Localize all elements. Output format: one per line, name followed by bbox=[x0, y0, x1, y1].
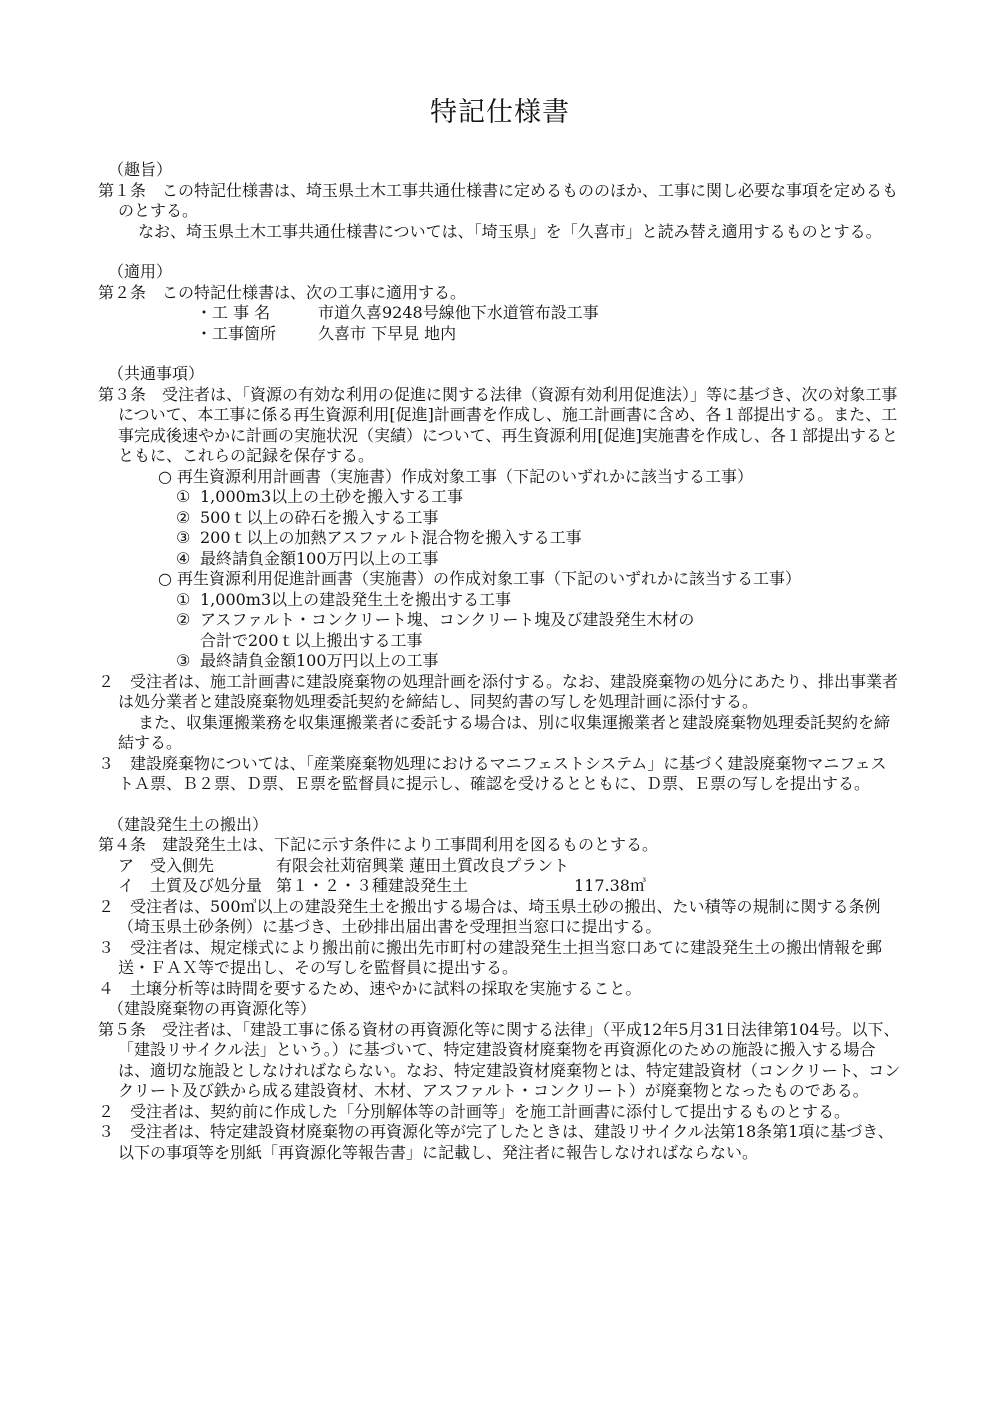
article5-text: 第５条 受注者は、「建設工事に係る資材の再資源化等に関する法律」（平成12年5月31日法律第104号。以下、「建設リサイクル法」という。）に基づいて、特定建設資材廃棄物を再資源化のための施設に搬入する場合は、適切な施設としなければならない。なお、特定建設資材廃棄物とは、特定建設資材（コンクリート、コンクリート及び鉄から成る建設資材、木材、アスファルト・コンクリート）が廃棄物となったものである。 bbox=[98, 1019, 901, 1100]
project-name-row bbox=[98, 303, 902, 324]
recycle-promotion-heading: ○ 再生資源利用促進計画書（実施書）の作成対象工事（下記のいずれかに該当する工事） bbox=[158, 569, 802, 588]
receiving-site-value: 有限会社苅宿興業 蓮田土質改良プラント bbox=[276, 855, 570, 875]
recycle-plan-item bbox=[98, 528, 902, 549]
recycle-promotion-item bbox=[98, 590, 902, 611]
recycle-plan-heading: ○ 再生資源利用計画書（実施書）作成対象工事（下記のいずれかに該当する工事） bbox=[158, 466, 754, 486]
article5-heading: （建設廃棄物の再資源化等） bbox=[108, 999, 317, 1018]
item-number: ③ bbox=[176, 528, 191, 547]
recycle-plan-item bbox=[98, 549, 902, 570]
article4-clause2: ２ 受注者は、500㎥以上の建設発生土を搬出する場合は、埼玉県土砂の搬出、たい積等の規制に関する条例（埼玉県土砂条例）に基づき、土砂排出届出書を受理担当窓口に提出する。 bbox=[98, 896, 881, 936]
item-text: アスファルト・コンクリート塊、コンクリート塊及び建設発生木材の bbox=[200, 610, 695, 629]
article5-clause3: ３ 受注者は、特定建設資材廃棄物の再資源化等が完了したときは、建設リサイクル法第18条第1項に基づき、以下の事項等を別紙「再資源化等報告書」に記載し、発注者に報告しなければならない。 bbox=[98, 1122, 894, 1162]
document-title: 特記仕様書 bbox=[430, 97, 570, 128]
item-text: 500ｔ以上の砕石を搬入する工事 bbox=[200, 507, 439, 527]
article1-paragraph2: なお、埼玉県土木工事共通仕様書については、「埼玉県」を「久喜市」と読み替え適用するものとする。 bbox=[138, 221, 882, 241]
item-number: ① bbox=[176, 487, 191, 506]
recycle-promotion-item bbox=[98, 610, 902, 631]
article4-clause4: ４ 土壌分析等は時間を要するため、速やかに試料の採取を実施すること。 bbox=[98, 978, 642, 998]
article4-clause3: ３ 受注者は、規定様式により搬出前に搬出先市町村の建設発生土担当窓口あてに建設発生土の搬出情報を郵送・ＦＡＸ等で提出し、その写しを監督員に提出する。 bbox=[98, 937, 883, 977]
recycle-plan-item bbox=[98, 487, 902, 508]
project-location-label: ・工事箇所 bbox=[196, 323, 277, 343]
item-number: ② bbox=[176, 507, 191, 527]
article4-text: 第４条 建設発生土は、下記に示す条件により工事間利用を図るものとする。 bbox=[98, 835, 659, 854]
item-text: 200ｔ以上の加熱アスファルト混合物を搬入する工事 bbox=[200, 528, 582, 547]
item-number: ③ bbox=[176, 651, 191, 670]
soil-quantity-row bbox=[98, 876, 902, 897]
article5-clause2: ２ 受注者は、契約前に作成した「分別解体等の計画等」を施工計画書に添付して提出するものとする。 bbox=[98, 1101, 851, 1121]
item-text: 最終請負金額100万円以上の工事 bbox=[200, 548, 439, 568]
project-name-value: 市道久喜9248号線他下水道管布設工事 bbox=[318, 303, 599, 322]
recycle-plan-item bbox=[98, 508, 902, 529]
item-number: ② bbox=[176, 610, 191, 629]
recycle-promotion-item bbox=[98, 651, 902, 672]
item-number: ① bbox=[176, 589, 191, 609]
article3-text: 第３条 受注者は、「資源の有効な利用の促進に関する法律（資源有効利用促進法）」等に基づき、次の対象工事について、本工事に係る再生資源利用[促進]計画書を作成し、施工計画書に含め、各１部提出する。また、工事完成後速やかに計画の実施状況（実績）について、再生資源利用[促進]実施書を作成し、各１部提出するとともに、これらの記録を保存する。 bbox=[98, 384, 898, 465]
project-name-label: ・工 事 名 bbox=[196, 303, 271, 322]
article3-heading: （共通事項） bbox=[108, 364, 205, 383]
receiving-site-row bbox=[98, 856, 902, 877]
item-text: 最終請負金額100万円以上の工事 bbox=[200, 651, 439, 670]
soil-volume-value: 117.38㎥ bbox=[574, 876, 646, 895]
article2-heading: （適用） bbox=[108, 262, 173, 281]
item-continuation: 合計で200ｔ以上搬出する工事 bbox=[200, 630, 423, 650]
project-location-value: 久喜市 下早見 地内 bbox=[318, 323, 457, 343]
project-location-row bbox=[98, 324, 902, 345]
spacer bbox=[98, 344, 902, 364]
article4-heading: （建設発生土の搬出） bbox=[108, 814, 269, 834]
article3-clause2: ２ 受注者は、施工計画書に建設廃棄物の処理計画を添付する。なお、建設廃棄物の処分にあたり、排出事業者は処分業者と建設廃棄物処理委託契約を締結し、同契約書の写しを処理計画に添付する。 bbox=[98, 671, 899, 711]
article1-heading: （趣旨） bbox=[108, 160, 173, 179]
article1-text: 第１条 この特記仕様書は、埼玉県土木工事共通仕様書に定めるもののほか、工事に関し必要な事項を定めるものとする。 bbox=[98, 180, 899, 220]
item-number: ④ bbox=[176, 548, 191, 568]
spacer bbox=[98, 242, 902, 262]
soil-type-value: 第１・２・３種建設発生土 bbox=[276, 876, 469, 895]
article3-clause2-paragraph: また、収集運搬業務を収集運搬業者に委託する場合は、別に収集運搬業者と建設廃棄物処理委託契約を締結する。 bbox=[118, 712, 891, 752]
item-text: 1,000m3以上の土砂を搬入する工事 bbox=[200, 487, 464, 506]
spacer bbox=[98, 795, 902, 815]
article2-text: 第２条 この特記仕様書は、次の工事に適用する。 bbox=[98, 282, 467, 302]
soil-quantity-label: イ 土質及び処分量 bbox=[118, 876, 263, 895]
article3-clause3: ３ 建設廃棄物については、「産業廃棄物処理におけるマニフェストシステム」に基づく建設廃棄物マニフェストＡ票、Ｂ２票、Ｄ票、Ｅ票を監督員に提示し、確認を受けるとともに、Ｄ票、Ｅ票の写しを提出する。 bbox=[98, 753, 887, 793]
item-text: 1,000m3以上の建設発生土を搬出する工事 bbox=[200, 589, 512, 609]
receiving-site-label: ア 受入側先 bbox=[118, 855, 215, 875]
